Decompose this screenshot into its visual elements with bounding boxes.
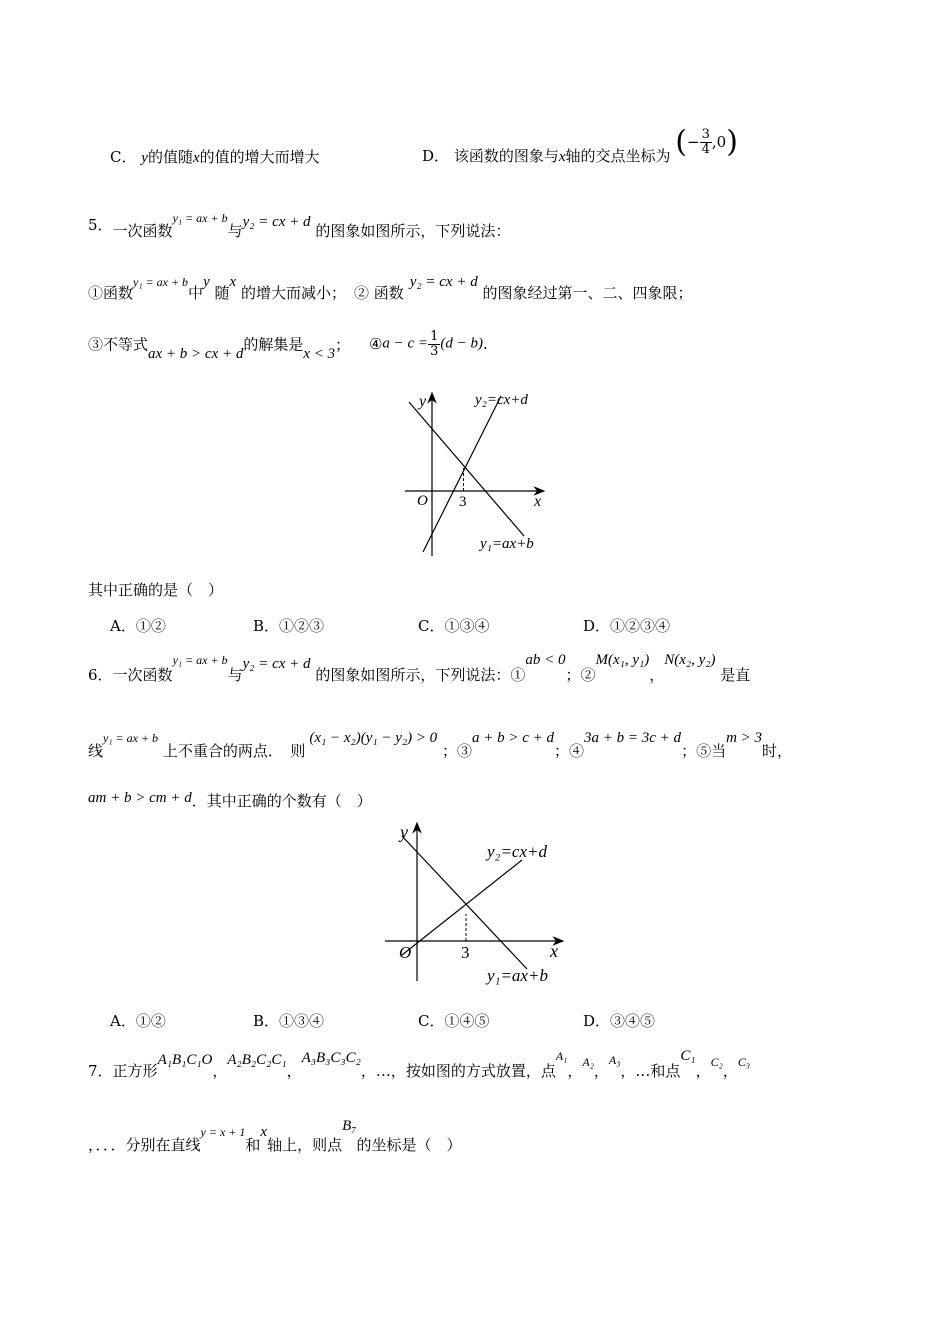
q4-option-c-letter: C．: [110, 148, 137, 166]
q7-l2-text-a: ，．．．分别在直线: [88, 1136, 201, 1154]
q6-l2-text-b: 上不重合的两点． 则: [162, 742, 306, 760]
q7-l2-text-b: 和: [245, 1136, 261, 1154]
q6-stem-line2: [88, 726, 793, 760]
q5-s1-text-b: 中: [188, 284, 204, 302]
q7-comma-a1: ，: [567, 1062, 583, 1080]
q6-option-a[interactable]: A．①②: [110, 1012, 166, 1030]
q5-s1-text-a: ①函数: [88, 284, 134, 302]
q5-s1-x: x: [229, 274, 237, 290]
q4-option-d-denominator: 4: [701, 141, 710, 157]
q7-l2-x: x: [260, 1124, 268, 1140]
q5-line-y1: [409, 402, 524, 536]
q7-point-a1: A₁: [555, 1049, 568, 1063]
q6-l2-condition: m > 3: [726, 730, 763, 746]
q6-l2-statement3: a + b > c + d: [471, 730, 555, 746]
q5-s3-solution: x < 3: [303, 346, 336, 363]
q6-graph: [380, 818, 575, 990]
q5-stem: [88, 211, 511, 240]
q7-l2-line-equation: y = x + 1: [200, 1125, 246, 1139]
q6-text3: 的图象如图所示，下列说法：①: [315, 666, 526, 684]
q6-l2-text-c: ；③: [441, 742, 472, 760]
q7-comma-a2: ，: [593, 1062, 609, 1080]
q6-graph-label-y1: y₁=ax+b: [487, 966, 548, 985]
q5-option-d[interactable]: D．①②③④: [583, 617, 671, 635]
q5-s3-text-c: ；: [335, 335, 351, 354]
q7-point-c1: C₁: [680, 1048, 696, 1064]
q6-text5: 是直: [720, 666, 751, 684]
q6-l2-inequality: (x₁ − x₂)(y₁ − y₂) > 0: [309, 730, 438, 746]
q7-sep1: ，: [212, 1062, 228, 1080]
q7-point-c2: C₂: [710, 1055, 723, 1069]
q6-l2-statement4: 3a + b = 3c + d: [584, 730, 682, 746]
q7-square2: A₂B₂C₂C₁: [227, 1052, 287, 1068]
q5-s4-numerator: 1: [430, 329, 439, 344]
q5-graph-x-label: x: [534, 493, 542, 510]
q7-comma-c2: ，: [722, 1062, 738, 1080]
q6-text4: ；②: [565, 666, 596, 684]
q6-option-c[interactable]: C．①④⑤: [418, 1012, 490, 1030]
q7-l2-text-d: 的坐标是（ ）: [356, 1136, 462, 1154]
q5-s1-text-d: 的增大而减小；: [240, 284, 346, 302]
q5-graph-y-label: y: [419, 393, 427, 410]
q6-formula-ab: ab < 0: [525, 652, 566, 668]
q5-s2-formula: y₂ = cx + d: [409, 274, 478, 290]
q5-option-c[interactable]: C．①③④: [418, 617, 490, 635]
q5-s4-end: .: [482, 335, 488, 354]
q6-comma: ，: [649, 666, 665, 684]
q6-graph-label-y2: y₂=cx+d: [487, 842, 547, 861]
q4-option-c-text2: 的值的增大而增大: [199, 148, 320, 166]
q5-graph-label-y1: y₁=ax+b: [480, 536, 534, 552]
q5-s3-text-b: 的解集是: [243, 335, 304, 354]
q7-point-a2: A₂: [582, 1055, 594, 1069]
q5-s4-denominator: 3: [430, 343, 439, 359]
q6-graph-tick-3: 3: [461, 943, 470, 962]
q4-option-c-y: y: [141, 150, 148, 166]
q5-option-b[interactable]: B．①②③: [253, 617, 325, 635]
q7-square1: A₁B₁C₁O: [157, 1052, 213, 1068]
q6-graph-x-label: x: [550, 941, 558, 961]
q4-option-d-text1: 该函数的图象与: [453, 147, 559, 165]
q5-formula1: y₁ = ax + b: [172, 211, 228, 225]
q5-graph-tick-3: 3: [459, 494, 467, 510]
q6-formula2: y₂ = cx + d: [242, 656, 311, 672]
q6-l2-text-k: 时，: [762, 742, 793, 760]
q5-number: 5．: [88, 216, 113, 234]
q6-l2-text-d: ；④: [554, 742, 585, 760]
q6-stem-line3: [88, 788, 372, 809]
q4-option-d-letter: D．: [422, 147, 450, 165]
q6-formula1: y₁ = ax + b: [172, 653, 228, 667]
q6-text1: 一次函数: [112, 666, 173, 684]
q7-comma-c1: ，: [695, 1062, 711, 1080]
q5-option-a[interactable]: A．①②: [110, 617, 166, 635]
q6-point-m: M(x₁, y₁): [595, 652, 650, 668]
q6-l3-text: ．其中正确的个数有（ ）: [191, 792, 372, 810]
q5-graph-origin: O: [417, 493, 428, 509]
q4-option-c-x: x: [192, 150, 200, 166]
q5-s3-formula: ax + b > cx + d: [148, 346, 244, 363]
q7-number: 7．: [88, 1062, 113, 1080]
q6-l2-text-e: ；⑤当: [681, 742, 727, 760]
q5-graph: [395, 386, 565, 561]
q5-s2-text-a: ② 函数: [354, 284, 404, 302]
q5-s1-text-c: 随: [214, 284, 230, 302]
q6-point-n: N(x₂, y₂): [664, 652, 716, 668]
q6-option-b[interactable]: B．①③④: [253, 1012, 325, 1030]
q5-statement-1-2: [88, 270, 693, 302]
q7-point-c3: C₃: [737, 1055, 751, 1069]
q7-l2-point-b7: B₇: [342, 1118, 357, 1134]
q7-point-a3: A₃: [608, 1053, 621, 1067]
q7-text1: 正方形: [112, 1062, 158, 1080]
q5-question: 其中正确的是（ ）: [88, 581, 224, 599]
q6-option-d[interactable]: D．③④⑤: [583, 1012, 656, 1030]
q7-stem-line1: [88, 1044, 751, 1080]
q6-text2: 与: [227, 666, 243, 684]
q7-l2-text-c: 轴上，则点: [267, 1136, 343, 1154]
q5-s4-text-a: ④: [368, 335, 383, 354]
q5-line-y2: [423, 396, 501, 552]
q4-option-d-numerator: 3: [701, 126, 710, 142]
q7-sep2: ，: [286, 1062, 302, 1080]
q4-option-d-tail: ,0: [711, 133, 727, 151]
q6-l3-formula: am + b > cm + d: [88, 790, 192, 806]
q6-l2-text-a: 线: [88, 742, 104, 760]
q4-option-d-text2: 轴的交点坐标为: [565, 147, 671, 165]
q6-graph-origin: O: [399, 943, 412, 962]
q6-stem-line1: [88, 648, 751, 684]
q5-s4-formula-right: (d − b): [440, 335, 483, 352]
q4-option-d-minus: −: [687, 133, 700, 151]
q7-text3: ，…和点: [620, 1062, 681, 1080]
q5-s4-formula-left: a − c =: [382, 335, 429, 352]
q7-square3: A₃B₃C₃C₂: [301, 1050, 361, 1066]
q7-text2: ，…，按如图的方式放置，点: [360, 1062, 556, 1080]
q5-text3: 的图象如图所示，下列说法：: [315, 222, 511, 240]
q5-s1-formula: y₁ = ax + b: [133, 275, 189, 289]
q5-s1-y: y: [203, 274, 210, 290]
q5-formula2: y₂ = cx + d: [242, 214, 311, 230]
q4-option-c-text1: 的值随: [147, 148, 193, 166]
q4-option-c[interactable]: [110, 146, 320, 167]
q6-number: 6．: [88, 666, 113, 684]
q7-stem-line2: [88, 1118, 462, 1154]
q5-s2-text-b: 的图象经过第一、二、四象限；: [482, 284, 693, 302]
q5-statement-3-4: [88, 329, 488, 363]
q4-option-d-x: x: [558, 149, 566, 165]
q5-text2: 与: [227, 222, 243, 240]
q5-text1: 一次函数: [112, 222, 173, 240]
q6-graph-y-label: y: [400, 822, 408, 842]
q6-l2-formula: y₁ = ax + b: [103, 731, 159, 745]
q5-s3-text-a: ③不等式: [88, 335, 149, 354]
q5-graph-label-y2: y₂=cx+d: [475, 392, 528, 408]
q4-option-d[interactable]: D． 该函数的图象与x轴的交点坐标为 (− $\frac{3}{4}$ ,0): [422, 124, 738, 165]
